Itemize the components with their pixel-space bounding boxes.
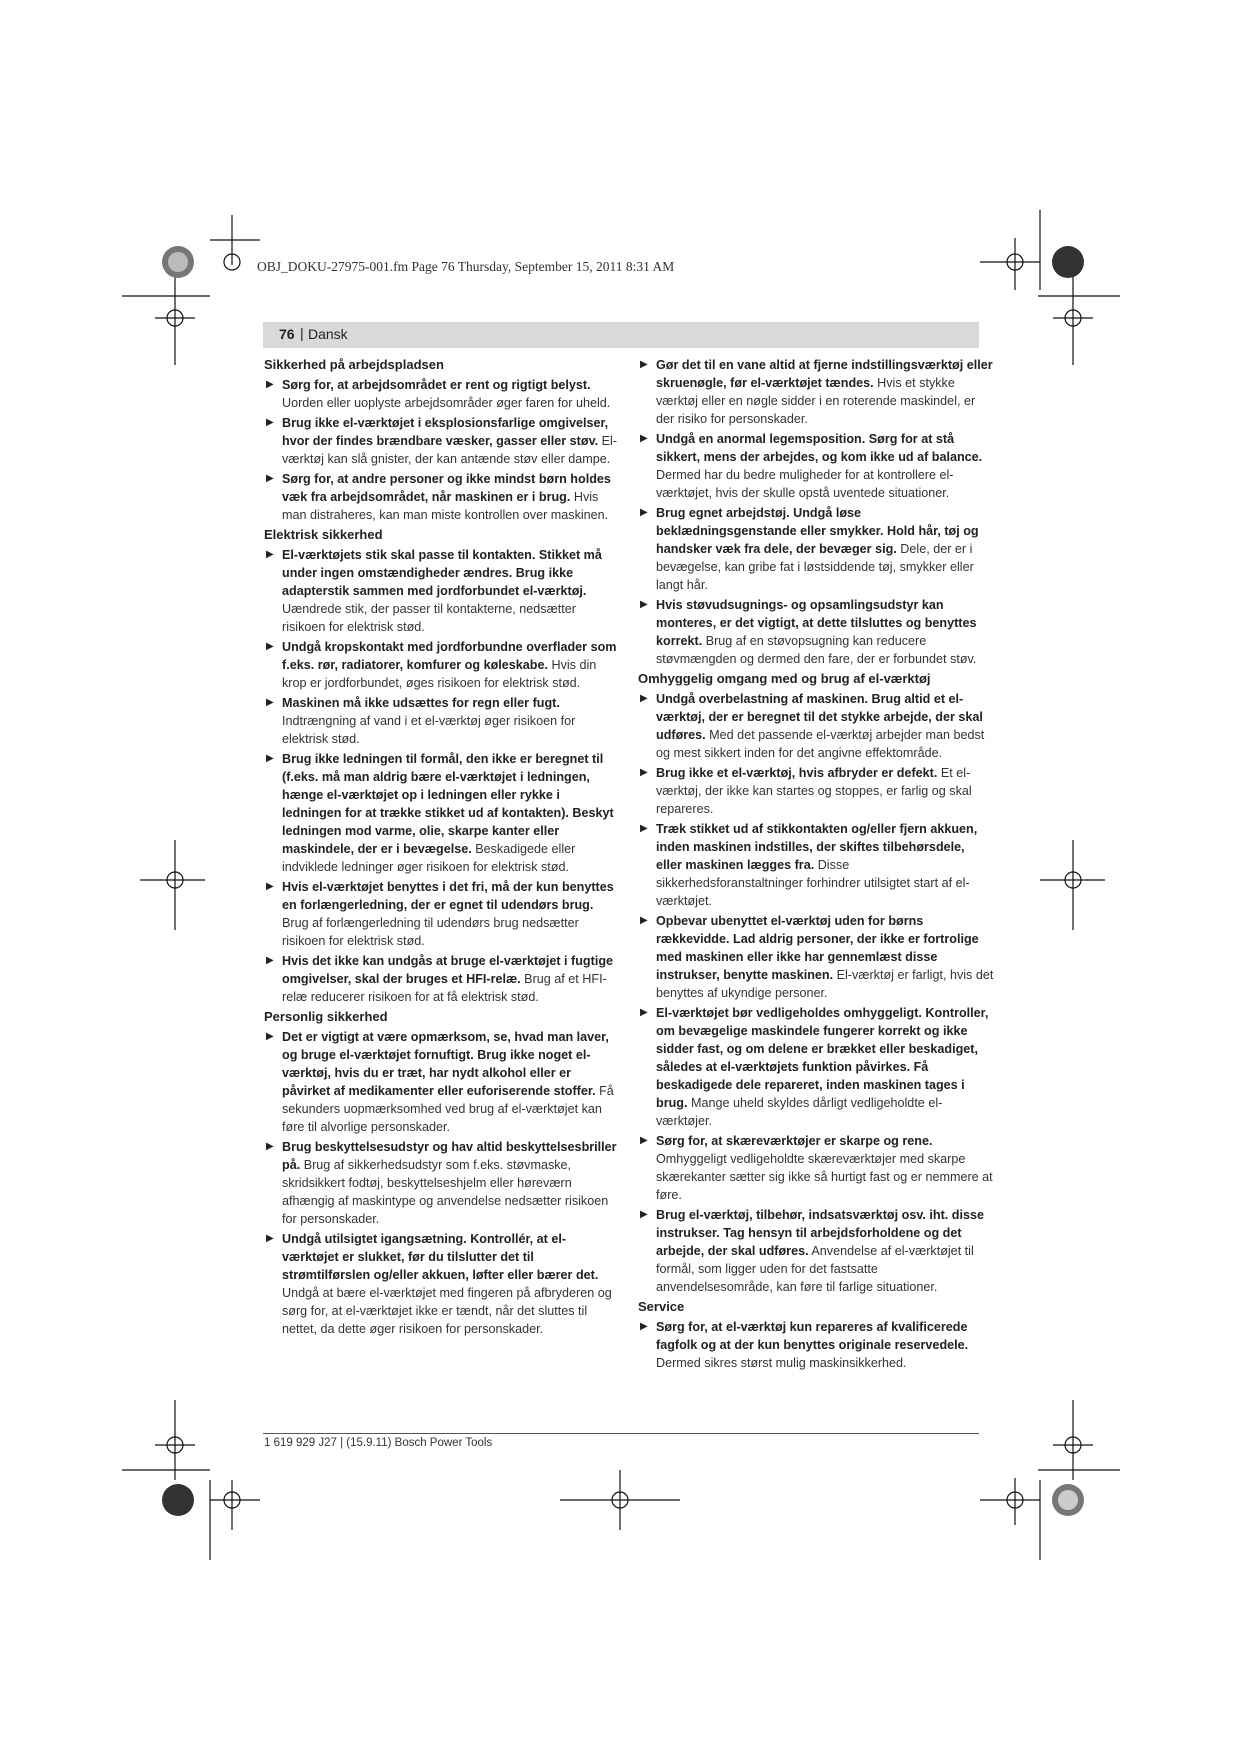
bullet-arrow-icon: ▶ xyxy=(640,823,648,834)
footer-rule xyxy=(263,1433,979,1434)
section-title: Sikkerhed på arbejdspladsen xyxy=(264,357,444,372)
bullet-arrow-icon: ▶ xyxy=(266,753,274,764)
page-header xyxy=(263,322,979,348)
list-item: ▶ Træk stikket ud af stikkontakten og/eller fjern akkuen, inden maskinen indstilles, der skiftes tilbehørsdele, eller maskinen lægges fra. Disse sikkerhedsforanstaltninger forhindrer utilsigtet start af el-værktøjet. xyxy=(640,822,978,908)
bullet-arrow-icon: ▶ xyxy=(266,697,274,708)
list-item: ▶ El-værktøjets stik skal passe til kontakten. Stikket må under ingen omstændigheder ændres. Brug ikke adapterstik sammen med jordforbundet el-værktøj. Uændrede stik, der passer til kontakterne, nedsætter risikoen for elektrisk stød. xyxy=(266,548,602,634)
list-item: ▶ Undgå utilsigtet igangsætning. Kontrollér, at el-værktøjet er slukket, før du tilslutter det til strømtilførslen og/eller akkuen, løfter eller bærer det. Undgå at bære el-værktøjet med fingeren på afbryderen og sørg for, at el-værktøjet ikke er tændt, når det sluttes til nettet, da dette øger risikoen for personskader. xyxy=(266,1232,612,1336)
bullet-arrow-icon: ▶ xyxy=(640,693,648,704)
list-item: ▶ Opbevar ubenyttet el-værktøj uden for børns rækkevidde. Lad aldrig personer, der ikke er fortrolige med maskinen eller ikke har gennemlæst disse instrukser, benytte maskinen. El-værktøj er farligt, hvis det benyttes af ukyndige personer. xyxy=(640,914,994,1000)
bullet-arrow-icon: ▶ xyxy=(266,417,274,428)
section-title: Personlig sikkerhed xyxy=(264,1009,388,1024)
list-item: ▶ Brug ikke el-værktøjet i eksplosionsfarlige omgivelser, hvor der findes brændbare væsker, gasser eller støv. El-værktøj kan slå gnister, der kan antænde støv eller dampe. xyxy=(266,416,618,466)
bullet-arrow-icon: ▶ xyxy=(640,507,648,518)
bullet-arrow-icon: ▶ xyxy=(266,473,274,484)
bullet-arrow-icon: ▶ xyxy=(640,599,648,610)
page-number: 76 xyxy=(279,326,295,342)
list-item: ▶ Sørg for, at skæreværktøjer er skarpe og rene. Omhyggeligt vedligeholdte skæreværktøjer med skarpe skærekanter sætter sig ikke så hurtigt fast og er nemmere at føre. xyxy=(640,1134,993,1202)
section-title: Omhyggelig omgang med og brug af el-værktøj xyxy=(638,671,931,686)
list-item: ▶ Brug egnet arbejdstøj. Undgå løse beklædningsgenstande eller smykker. Hold hår, tøj og handsker væk fra dele, der bevæger sig. Dele, der er i bevægelse, kan gribe fat i løstsiddende tøj, smykker eller langt hår. xyxy=(640,506,979,592)
list-item: ▶ Maskinen må ikke udsættes for regn eller fugt. Indtrængning af vand i et el-værktøj øger risikoen for elektrisk stød. xyxy=(266,696,576,746)
list-item: ▶ Hvis støvudsugnings- og opsamlingsudstyr kan monteres, er det vigtigt, at dette tilsluttes og benyttes korrekt. Brug af en støvopsugning kan reducere støvmængden og dermed den fare, der er forbundet støv. xyxy=(640,598,977,666)
bullet-arrow-icon: ▶ xyxy=(640,1135,648,1146)
bullet-arrow-icon: ▶ xyxy=(266,1141,274,1152)
list-item: ▶ Brug ikke ledningen til formål, den ikke er beregnet til (f.eks. må man aldrig bære el-værktøjet i ledningen, hænge el-værktøjet op i ledningen eller rykke i ledningen for at trække stikket ud af kontakten). Beskyt ledningen mod varme, olie, skarpe kanter eller maskindele, der er i bevægelse. Beskadigede eller indviklede ledninger øger risikoen for elektrisk stød. xyxy=(266,752,614,874)
bullet-arrow-icon: ▶ xyxy=(266,379,274,390)
bullet-arrow-icon: ▶ xyxy=(640,915,648,926)
list-item: ▶ Brug ikke et el-værktøj, hvis afbryder er defekt. Et el-værktøj, der ikke kan startes og stoppes, er farlig og skal repareres. xyxy=(640,766,972,816)
list-item: ▶ Hvis el-værktøjet benyttes i det fri, må der kun benyttes en forlængerledning, der er egnet til udendørs brug. Brug af forlængerledning til udendørs brug nedsætter risikoen for elektrisk stød. xyxy=(266,880,614,948)
left-column xyxy=(264,356,620,1340)
bullet-arrow-icon: ▶ xyxy=(266,1031,274,1042)
file-slug: OBJ_DOKU-27975-001.fm Page 76 Thursday, September 15, 2011 8:31 AM xyxy=(257,259,675,274)
bullet-arrow-icon: ▶ xyxy=(640,767,648,778)
section-title: Elektrisk sikkerhed xyxy=(264,527,383,542)
list-item: ▶ Sørg for, at arbejdsområdet er rent og rigtigt belyst. Uorden eller uoplyste arbejdsområder øger faren for uheld. xyxy=(266,378,611,410)
list-item: ▶ Gør det til en vane altid at fjerne indstillingsværktøj eller skruenøgle, før el-værktøjet tændes. Hvis et stykke værktøj eller en nøgle sidder i en roterende maskindel, er der risiko for personskader. xyxy=(640,358,993,426)
bullet-arrow-icon: ▶ xyxy=(266,955,274,966)
list-item: ▶ Undgå kropskontakt med jordforbundne overflader som f.eks. rør, radiatorer, komfurer og køleskabe. Hvis din krop er jordforbundet, øges risikoen for elektrisk stød. xyxy=(266,640,617,690)
bullet-arrow-icon: ▶ xyxy=(266,1233,274,1244)
list-item: ▶ El-værktøjet bør vedligeholdes omhyggeligt. Kontroller, om bevægelige maskindele fungerer korrekt og ikke sidder fast, og om delene er brækket eller beskadiget, således at el-værktøjets funktion påvirkes. Få beskadigede dele repareret, inden maskinen tages i brug. Mange uheld skyldes dårligt vedligeholdte el-værktøjer. xyxy=(640,1006,989,1128)
header-language: Dansk xyxy=(308,326,348,342)
bullet-arrow-icon: ▶ xyxy=(266,641,274,652)
list-item: ▶ Hvis det ikke kan undgås at bruge el-værktøjet i fugtige omgivelser, skal der bruges et HFI-relæ. Brug af et HFI-relæ reducerer risikoen for at få elektrisk stød. xyxy=(266,954,614,1004)
list-item: ▶ Brug beskyttelsesudstyr og hav altid beskyttelsesbriller på. Brug af sikkerhedsudstyr som f.eks. støvmaske, skridsikkert fodtøj, beskyttelseshjelm eller høreværn afhængig af maskintype og anvendelse nedsætter risikoen for personskader. xyxy=(266,1140,617,1226)
bullet-arrow-icon: ▶ xyxy=(640,1209,648,1220)
list-item: ▶ Det er vigtigt at være opmærksom, se, hvad man laver, og bruge el-værktøjet fornuftigt. Brug ikke noget el-værktøj, hvis du er træt, har nydt alkohol eller er påvirket af medikamenter eller euforiserende stoffer. Få sekunders uopmærksomhed ved brug af el-værktøjet kan føre til alvorlige personskader. xyxy=(266,1030,614,1134)
bullet-arrow-icon: ▶ xyxy=(266,549,274,560)
list-item: ▶ Sørg for, at andre personer og ikke mindst børn holdes væk fra arbejdsområdet, når maskinen er i brug. Hvis man distraheres, kan man miste kontrollen over maskinen. xyxy=(266,472,611,522)
section-title: Service xyxy=(638,1299,685,1314)
page-footer: 1 619 929 J27 | (15.9.11) Bosch Power Tools xyxy=(264,1437,493,1449)
list-item: ▶ Sørg for, at el-værktøj kun repareres af kvalificerede fagfolk og at der kun benyttes originale reservedele. Dermed sikres størst mulig maskinsikkerhed. xyxy=(640,1320,969,1370)
list-item: ▶ Brug el-værktøj, tilbehør, indsatsværktøj osv. iht. disse instrukser. Tag hensyn til arbejdsforholdene og det arbejde, der skal udføres. Anvendelse af el-værktøjet til formål, som ligger uden for det fastsatte anvendelsesområde, kan føre til farlige situationer. xyxy=(640,1208,984,1294)
bullet-arrow-icon: ▶ xyxy=(266,881,274,892)
bullet-arrow-icon: ▶ xyxy=(640,1007,648,1018)
list-item: ▶ Undgå overbelastning af maskinen. Brug altid et el-værktøj, der er beregnet til det stykke arbejde, der skal udføres. Med det passende el-værktøj arbejder man bedst og mest sikkert inden for det angivne effektområde. xyxy=(640,692,985,760)
bullet-arrow-icon: ▶ xyxy=(640,433,648,444)
bullet-arrow-icon: ▶ xyxy=(640,359,648,370)
header-separator: | xyxy=(300,325,304,341)
list-item: ▶ Undgå en anormal legemsposition. Sørg for at stå sikkert, mens der arbejdes, og kom ikke ud af balance. Dermed har du bedre muligheder for at kontrollere el-værktøjet, hvis der skulle opstå uventede situationer. xyxy=(640,432,983,500)
bullet-arrow-icon: ▶ xyxy=(640,1321,648,1332)
right-column xyxy=(638,356,994,1374)
